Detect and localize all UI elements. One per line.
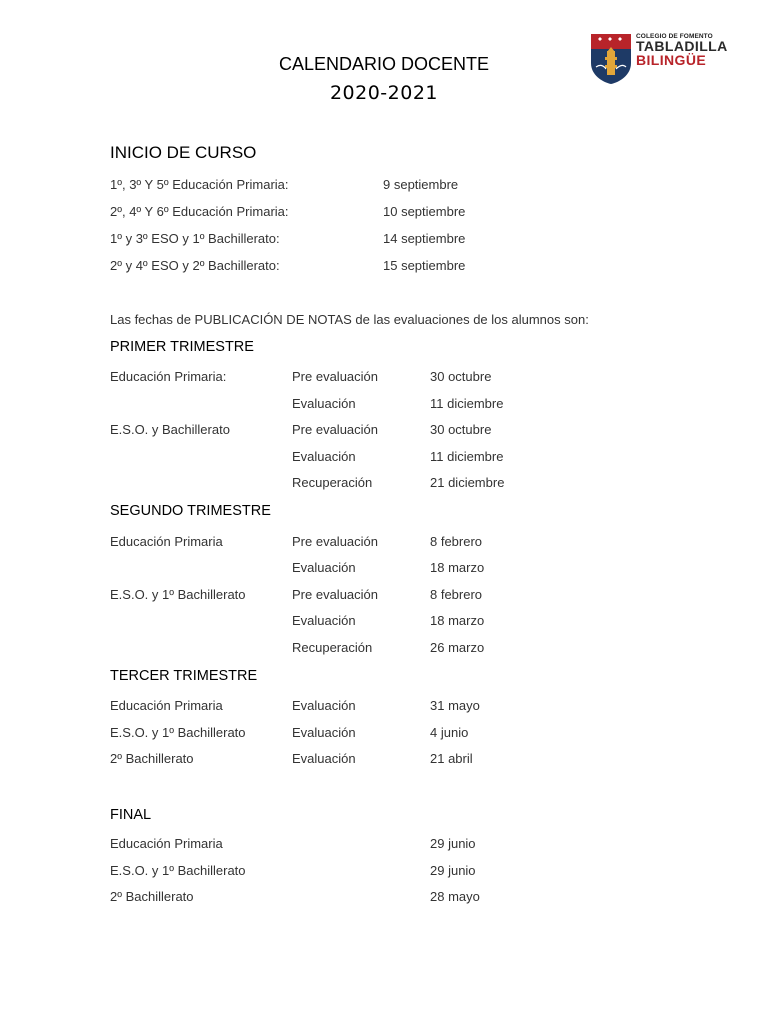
heading-final: FINAL (110, 807, 152, 823)
logo-line2: TABLADILLA (636, 38, 728, 54)
document-year: 2020-2021 (329, 82, 439, 104)
heading-inicio: INICIO DE CURSO (110, 143, 257, 162)
school-logo (590, 33, 732, 85)
document-title: CALENDARIO DOCENTE (278, 54, 490, 74)
heading-tercer: TERCER TRIMESTRE (110, 668, 258, 684)
logo-line1: COLEGIO DE FOMENTO (636, 33, 713, 40)
shield-icon (590, 33, 632, 85)
heading-segundo: SEGUNDO TRIMESTRE (110, 503, 271, 519)
intro-paragraph: Las fechas de PUBLICACIÓN DE NOTAS de las evaluaciones de los alumnos son: (110, 312, 589, 327)
heading-primer: PRIMER TRIMESTRE (110, 339, 254, 355)
logo-line3: BILINGÜE (636, 52, 707, 68)
